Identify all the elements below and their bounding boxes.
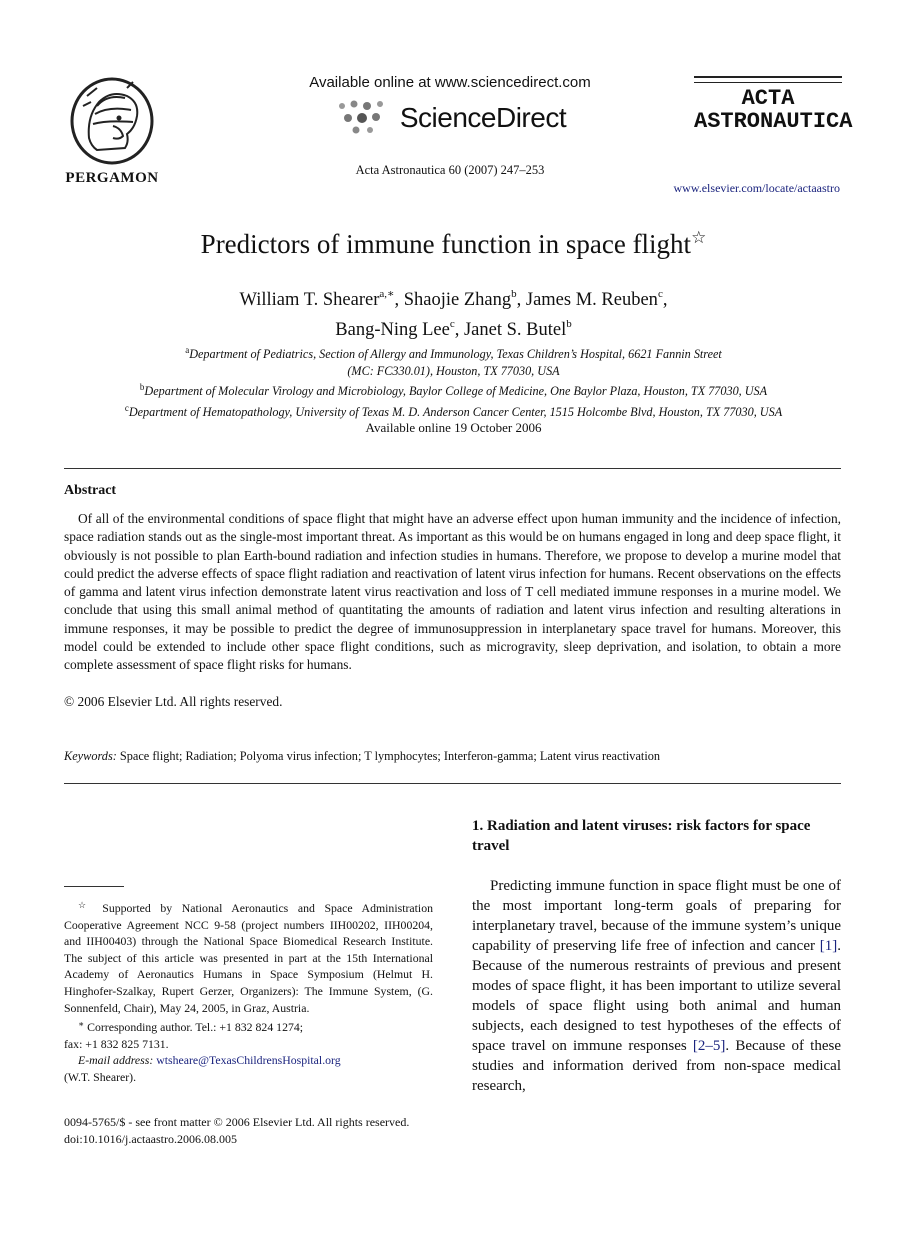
footnote-rule xyxy=(64,886,124,887)
available-online-date: Available online 19 October 2006 xyxy=(365,420,542,435)
pergamon-emblem-icon xyxy=(67,76,157,166)
journal-logo-text: ACTA ASTRONAUTICA xyxy=(694,86,853,134)
available-online-text: Available online at www.sciencedirect.com xyxy=(309,74,591,91)
section-paragraph: Predicting immune function in space flight must be one of the most important long-term goals of preparing for interplanetary travel, because of the immune system’s unique capability of preserving life free of infection and cancer [1]. Because of the numerous restraints of previous and present modes of space flight, it has been important to utilize several models of space flight using both animal and human subjects, each designed to test hypotheses of the effects of space travel on immune responses [2–5]. Because of these studies and information derived from non-space medical research, xyxy=(472,878,841,1094)
abstract-text: Of all of the environmental conditions of space flight that might have an adverse effect upon human immunity and the incidence of infection, space radiation stands out as the single-most important threat. As important as this would be on humans engaged in long and deep space flight, it obviously is not possible to plan Earth-bound radiation and infection studies in humans. Therefore, we propose to develop a murine model that could predict the adverse effects of space flight radiation and reactivation of latent virus infection for humans. Recent observations on the effects of gamma and latent virus infection demonstrate latent virus reactivation and loss of T cell mediated immune responses in a murine model. We conclude that using this small animal method of quantitating the amounts of radiation and latent virus infection and resulting alterations in immune responses, it may be possible to predict the degree of immunosuppression in interplanetary space travel for humans. Moreover, this model could be extended to include other space flight conditions, such as microgravity, sleep deprivation, and isolation, to obtain a more complete assessment of space flight risks for humans. xyxy=(64,511,841,673)
front-matter xyxy=(64,1114,409,1147)
citation-link[interactable]: [2–5] xyxy=(692,1038,726,1054)
email-line: E-mail address: wtsheare@TexasChildrensHospital.org xyxy=(78,1053,341,1068)
article-title: Predictors of immune function in space flight☆ xyxy=(200,228,707,259)
issn-line: 0094-5765/$ - see front matter © 2006 Elsevier Ltd. All rights reserved. xyxy=(64,1115,410,1129)
email-owner: (W.T. Shearer). xyxy=(64,1069,137,1084)
affiliation: $^c$Department of Hematopathology, University of Texas M. D. Anderson Cancer Center, 1515 Holcombe Blvd, Houston, TX 77030, USA xyxy=(124,402,783,419)
affiliation-continued: (MC: FC330.01), Houston, TX 77030, USA xyxy=(347,363,560,378)
publisher-logo xyxy=(62,76,162,187)
sciencedirect-header xyxy=(240,74,660,178)
journal-url-link[interactable]: www.elsevier.com/locate/actaastro xyxy=(673,181,840,195)
journal-citation: Acta Astronautica 60 (2007) 247–253 xyxy=(355,163,545,177)
section-heading: 1. Radiation and latent viruses: risk factors for space travel xyxy=(472,818,811,854)
email-link[interactable]: wtsheare@TexasChildrensHospital.org xyxy=(156,1053,341,1068)
author-name: James M. Reuben xyxy=(525,290,658,310)
author-line: William T. Shearer$^{a,∗}$, Shaojie Zhang$^b$, James M. Reuben$^c$, xyxy=(239,288,668,310)
sciencedirect-wordmark: ScienceDirect xyxy=(399,102,567,133)
sciencedirect-logo xyxy=(240,97,660,139)
publisher-name: PERGAMON xyxy=(65,170,159,186)
divider xyxy=(64,468,841,469)
keywords-list: Space flight; Radiation; Polyoma virus infection; T lymphocytes; Interferon-gamma; Latent virus reactivation xyxy=(119,749,661,763)
journal-logo xyxy=(694,76,853,134)
abstract-heading: Abstract xyxy=(64,483,117,498)
funding-footnote: ☆ Supported by National Aeronautics and Space Administration Cooperative Agreement NCC 9-58 (project numbers IIH00202, IIH00204, and IIH00403) through the National Space Biomedical Research Institute. The subject of this article was presented in part at the 15th International Academy of Aeronautics Humans in Space Symposium (Helmut H. Hinghofer-Szalkay, Rupert Gerzer, Organizers): The Immune System, (G. Sonnenfeld, Chair), May 24, 2005, in Graz, Austria. xyxy=(64,900,433,1015)
author-line: Bang-Ning Lee$^c$, Janet S. Butel$^b$ xyxy=(335,318,572,340)
corresponding-author-footnote: ∗ Corresponding author. Tel.: +1 832 824 1274; xyxy=(78,1019,304,1035)
affiliation: $^a$Department of Pediatrics, Section of Allergy and Immunology, Texas Children’s Hospital, 6621 Fannin Street xyxy=(185,345,722,361)
logo-rule xyxy=(694,76,842,78)
author-name: William T. Shearer xyxy=(239,290,380,310)
abstract-copyright: © 2006 Elsevier Ltd. All rights reserved. xyxy=(64,694,283,709)
footnotes xyxy=(64,897,433,1086)
author-name: Bang-Ning Lee xyxy=(335,320,450,340)
affiliation: $^b$Department of Molecular Virology and Microbiology, Baylor College of Medicine, One Baylor Plaza, Houston, TX 77030, USA xyxy=(139,382,768,398)
keywords xyxy=(64,749,660,764)
title-footnote-mark[interactable]: ☆ xyxy=(691,228,707,247)
author-name: Shaojie Zhang xyxy=(403,290,512,310)
doi-line[interactable]: doi:10.1016/j.actaastro.2006.08.005 xyxy=(64,1131,237,1146)
author-list xyxy=(0,282,907,342)
citation-link[interactable]: [1] xyxy=(819,938,838,954)
sciencedirect-dots-icon xyxy=(334,98,394,138)
affiliations xyxy=(60,342,847,420)
fax-line: fax: +1 832 825 7131. xyxy=(64,1036,169,1051)
logo-rule xyxy=(694,82,842,83)
divider xyxy=(64,783,841,784)
author-name: Janet S. Butel xyxy=(463,320,567,340)
keywords-label: Keywords: xyxy=(64,749,117,763)
